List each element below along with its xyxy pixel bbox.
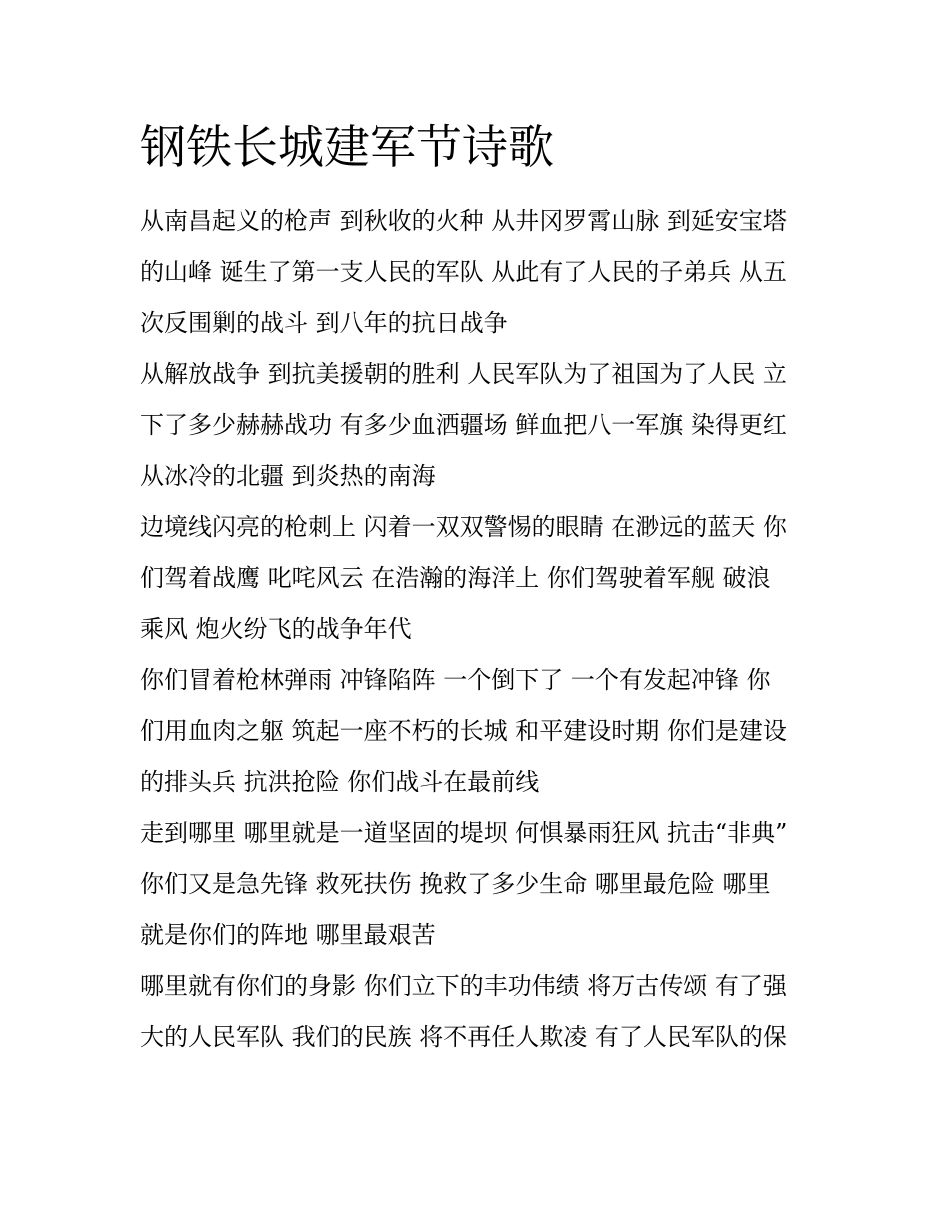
poem-line-16: 哪里就有你们的身影 你们立下的丰功伟绩 将万古传颂 有了强	[140, 972, 787, 1000]
poem-line-3: 次反围剿的战斗 到八年的抗日战争	[140, 309, 508, 337]
poem-line-7: 边境线闪亮的枪刺上 闪着一双双警惕的眼睛 在渺远的蓝天 你	[140, 513, 787, 541]
poem-line-9: 乘风 炮火纷飞的战争年代	[140, 615, 412, 643]
poem-line-5: 下了多少赫赫战功 有多少血洒疆场 鲜血把八一军旗 染得更红	[140, 411, 787, 439]
poem-line-14: 你们又是急先锋 救死扶伤 挽救了多少生命 哪里最危险 哪里	[140, 870, 771, 898]
document-title: 钢铁长城建军节诗歌	[140, 120, 554, 174]
poem-line-8: 们驾着战鹰 叱咤风云 在浩瀚的海洋上 你们驾驶着军舰 破浪	[140, 564, 771, 592]
poem-line-1: 从南昌起义的枪声 到秋收的火种 从井冈罗霄山脉 到延安宝塔	[140, 207, 787, 235]
poem-body	[140, 196, 820, 1063]
poem-line-6: 从冰冷的北疆 到炎热的南海	[140, 462, 436, 490]
poem-line-2: 的山峰 诞生了第一支人民的军队 从此有了人民的子弟兵 从五	[140, 258, 787, 286]
poem-line-15: 就是你们的阵地 哪里最艰苦	[140, 921, 436, 949]
poem-line-13: 走到哪里 哪里就是一道坚固的堤坝 何惧暴雨狂风 抗击“非典”	[140, 819, 788, 847]
poem-line-10: 你们冒着枪林弹雨 冲锋陷阵 一个倒下了 一个有发起冲锋 你	[140, 666, 771, 694]
poem-line-12: 的排头兵 抗洪抢险 你们战斗在最前线	[140, 768, 540, 796]
poem-line-4: 从解放战争 到抗美援朝的胜利 人民军队为了祖国为了人民 立	[140, 360, 787, 388]
poem-line-17: 大的人民军队 我们的民族 将不再任人欺凌 有了人民军队的保	[140, 1023, 787, 1051]
poem-line-11: 们用血肉之躯 筑起一座不朽的长城 和平建设时期 你们是建设	[140, 717, 787, 745]
